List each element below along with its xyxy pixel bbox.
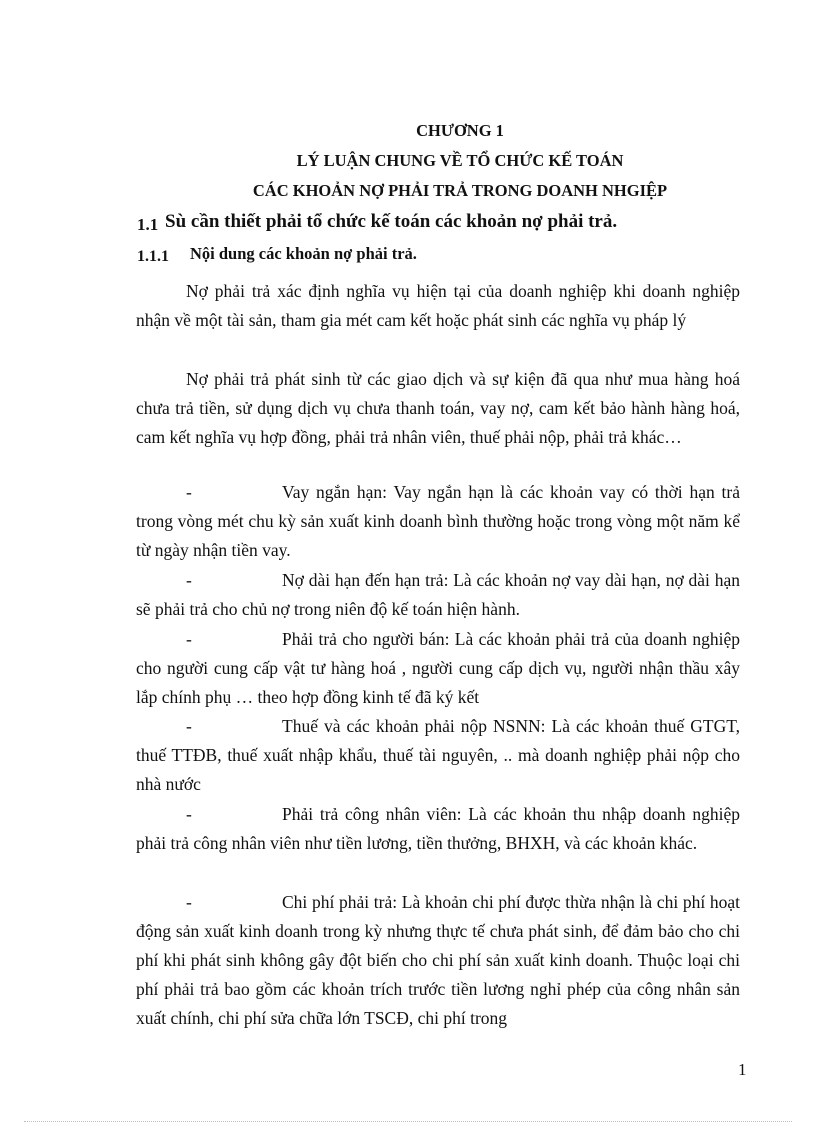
bullet-text: Nợ dài hạn đến hạn trả: Là các khoản nợ vay dài hạn, nợ dài hạn sẽ phải trả cho chủ nợ trong niên độ kế toán hiện hành. (136, 570, 740, 619)
page-number: 1 (738, 1060, 747, 1079)
chapter-title-line-2: CÁC KHOẢN NỢ PHẢI TRẢ TRONG DOANH NHGIỆP (252, 181, 668, 200)
chapter-title-line-1: LÝ LUẬN CHUNG VỀ TỔ CHỨC KẾ TOÁN (296, 151, 624, 170)
bullet-text: Phải trả công nhân viên: Là các khoản thu nhập doanh nghiệp phải trả công nhân viên như tiền lương, tiền thưởng, BHXH, và các khoản khác. (136, 804, 740, 853)
section-1-1-number: 1.1 (137, 215, 159, 234)
bullet-marker: - (186, 892, 192, 912)
bullet-text: Phải trả cho người bán: Là các khoản phải trả của doanh nghiệp cho người cung cấp vật tư hàng hoá , người cung cấp dịch vụ, người nhận thầu xây lắp chính phụ … theo hợp đồng kinh tế đã ký kết (136, 629, 740, 707)
bullet-long-term-debt-due (136, 566, 740, 624)
bullet-payables-to-employees (136, 800, 740, 858)
bullet-marker: - (186, 570, 192, 590)
section-1-1-1-title: Nội dung các khoản nợ phải trả. (190, 244, 417, 263)
footer-divider (24, 1121, 792, 1122)
section-1-1-title: Sù cần thiết phải tổ chức kế toán các khoản nợ phải trả. (165, 211, 618, 232)
bullet-short-term-loans (136, 478, 740, 565)
bullet-marker: - (186, 716, 192, 736)
bullet-taxes-payable (136, 712, 740, 799)
bullet-accrued-expenses (136, 888, 740, 1033)
bullet-marker: - (186, 629, 192, 649)
bullet-text: Chi phí phải trả: Là khoản chi phí được thừa nhận là chi phí hoạt động sản xuất kinh doanh trong kỳ nhưng thực tế chưa phát sinh, để đảm bảo cho chi phí khi phát sinh không gây đột biến cho chi phí sản xuất kinh doanh. Thuộc loại chi phí phải trả bao gồm các khoản trích trước tiền lương nghỉ phép của công nhân sản xuất chính, chi phí sửa chữa lớn TSCĐ, chi phí trong (136, 892, 740, 1028)
chapter-number: CHƯƠNG 1 (416, 121, 504, 140)
paragraph-liabilities-definition: Nợ phải trả xác định nghĩa vụ hiện tại của doanh nghiệp khi doanh nghiệp nhận về một tài sản, tham gia mét cam kết hoặc phát sinh các nghĩa vụ pháp lý (136, 281, 740, 330)
section-1-1-1-number: 1.1.1 (137, 248, 169, 265)
paragraph-liabilities-origin: Nợ phải trả phát sinh từ các giao dịch và sự kiện đã qua như mua hàng hoá chưa trả tiền, sử dụng dịch vụ chưa thanh toán, vay nợ, cam kết bảo hành hàng hoá, cam kết nghĩa vụ hợp đồng, phải trả nhân viên, thuế phải nộp, phải trả khác… (136, 369, 740, 447)
bullet-marker: - (186, 804, 192, 824)
bullet-text: Vay ngắn hạn: Vay ngắn hạn là các khoản vay có thời hạn trả trong vòng mét chu kỳ sản xuất kinh doanh bình thường hoặc trong vòng một năm kể từ ngày nhận tiền vay. (136, 482, 740, 560)
bullet-marker: - (186, 482, 192, 502)
bullet-text: Thuế và các khoản phải nộp NSNN: Là các khoản thuế GTGT, thuế TTĐB, thuế xuất nhập khẩu, thuế tài nguyên, .. mà doanh nghiệp phải nộp cho nhà nước (136, 716, 740, 794)
bullet-payables-to-sellers (136, 625, 740, 712)
